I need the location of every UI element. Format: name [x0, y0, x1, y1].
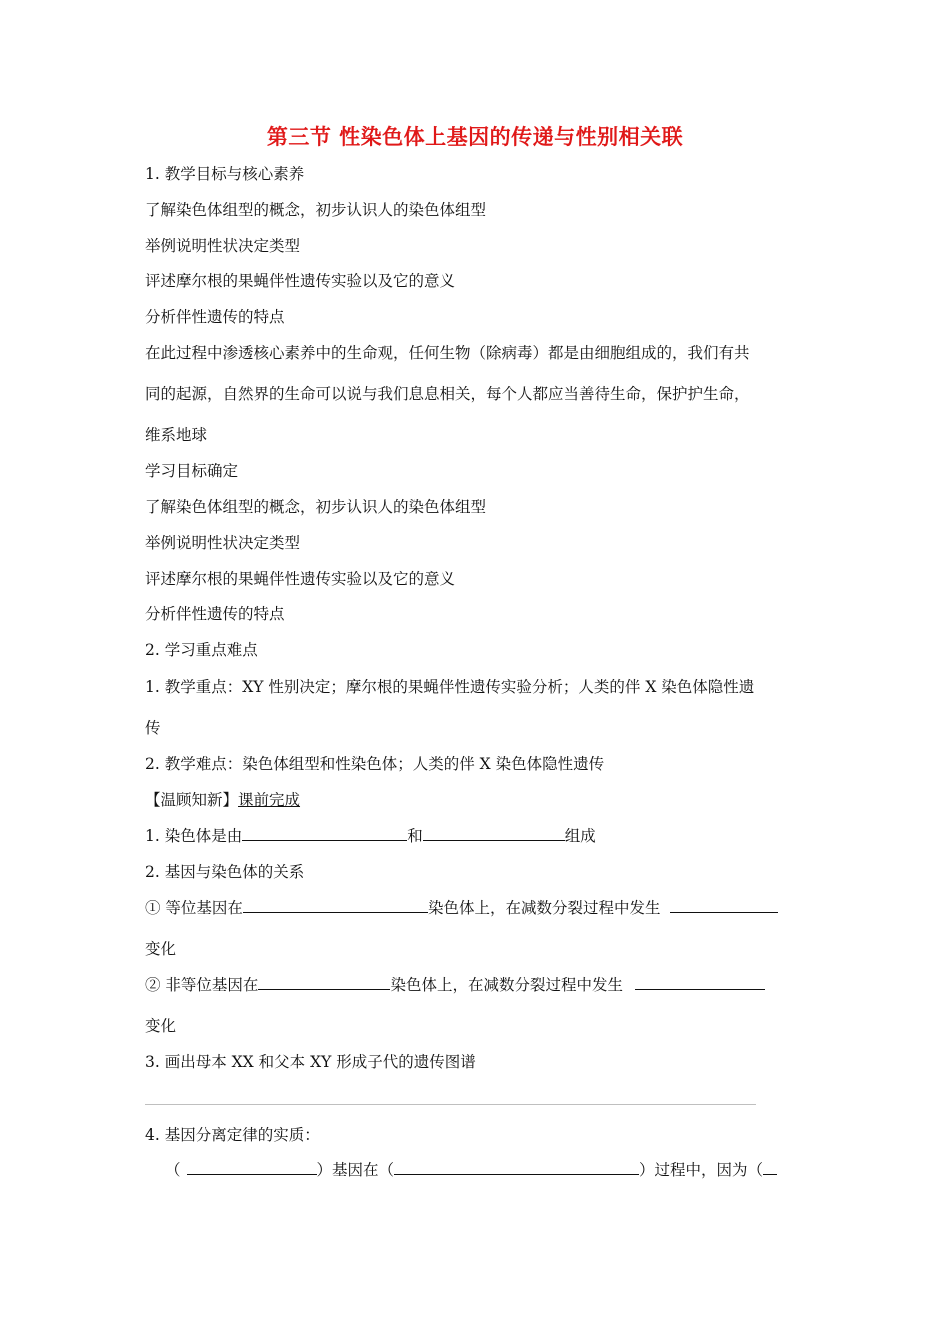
blank-9[interactable] [763, 1160, 777, 1175]
text-line: 举例说明性状决定类型 [145, 237, 301, 255]
text-line: 分析伴性遗传的特点 [145, 605, 285, 623]
text-line: 变化 [145, 940, 177, 958]
text-line: 1. 教学重点：XY 性别决定；摩尔根的果蝇伴性遗传实验分析；人类的伴 X 染色体隐性遗 [145, 678, 755, 696]
heading-key-points: 2. 学习重点难点 [145, 641, 258, 659]
text-line: 维系地球 [145, 426, 208, 444]
question-3: 3. 画出母本 XX 和父本 XY 形成子代的遗传图谱 [145, 1053, 476, 1071]
text-line: 在此过程中渗透核心素养中的生命观，任何生物（除病毒）都是由细胞组成的，我们有共 [145, 344, 750, 362]
text-line: 了解染色体组型的概念，初步认识人的染色体组型 [145, 498, 487, 516]
text-line: 2. 教学难点：染色体组型和性染色体；人类的伴 X 染色体隐性遗传 [145, 755, 605, 773]
q1-text: 1. 染色体是由 [145, 827, 243, 845]
blank-2[interactable] [423, 826, 565, 841]
q21-text: ① 等位基因在 [145, 899, 243, 917]
question-2-1 [145, 898, 778, 918]
heading-objectives: 学习目标确定 [145, 462, 239, 480]
section-title: 第三节 性染色体上基因的传递与性别相关联 [266, 125, 684, 149]
q21-mid: 染色体上，在减数分裂过程中发生 [427, 899, 661, 917]
review-heading [145, 790, 300, 810]
question-1 [145, 826, 596, 846]
blank-8[interactable] [394, 1160, 639, 1175]
q4-open: （ [165, 1161, 181, 1179]
text-line: 变化 [145, 1017, 177, 1035]
text-line: 举例说明性状决定类型 [145, 534, 301, 552]
blank-1[interactable] [242, 826, 407, 841]
blank-7[interactable] [187, 1160, 317, 1175]
blank-4[interactable] [670, 898, 778, 913]
text-line: 评述摩尔根的果蝇伴性遗传实验以及它的意义 [145, 272, 456, 290]
blank-5[interactable] [258, 975, 390, 990]
question-2: 2. 基因与染色体的关系 [145, 863, 305, 881]
heading-goals: 1. 教学目标与核心素养 [145, 165, 305, 183]
question-4: 4. 基因分离定律的实质： [145, 1126, 320, 1144]
q4-end: ）过程中，因为（ [639, 1161, 764, 1179]
text-line: 同的起源，自然界的生命可以说与我们息息相关，每个人都应当善待生命，保护护生命， [145, 385, 750, 403]
text-line: 了解染色体组型的概念，初步认识人的染色体组型 [145, 201, 487, 219]
text-line: 分析伴性遗传的特点 [145, 308, 285, 326]
blank-6[interactable] [635, 975, 765, 990]
q22-mid: 染色体上，在减数分裂过程中发生 [390, 976, 623, 994]
q22-text: ② 非等位基因在 [145, 976, 259, 994]
drawing-area-divider [145, 1104, 756, 1105]
question-4-fill [165, 1160, 777, 1180]
q1-and: 和 [407, 827, 423, 845]
text-line: 传 [145, 719, 161, 737]
text-line: 评述摩尔根的果蝇伴性遗传实验以及它的意义 [145, 570, 456, 588]
q1-end: 组成 [564, 827, 596, 845]
question-2-2 [145, 975, 765, 995]
review-label: 【温顾知新】 [145, 791, 239, 809]
q4-mid: ）基因在（ [316, 1161, 395, 1179]
review-note: 课前完成 [238, 791, 301, 809]
blank-3[interactable] [243, 898, 428, 913]
